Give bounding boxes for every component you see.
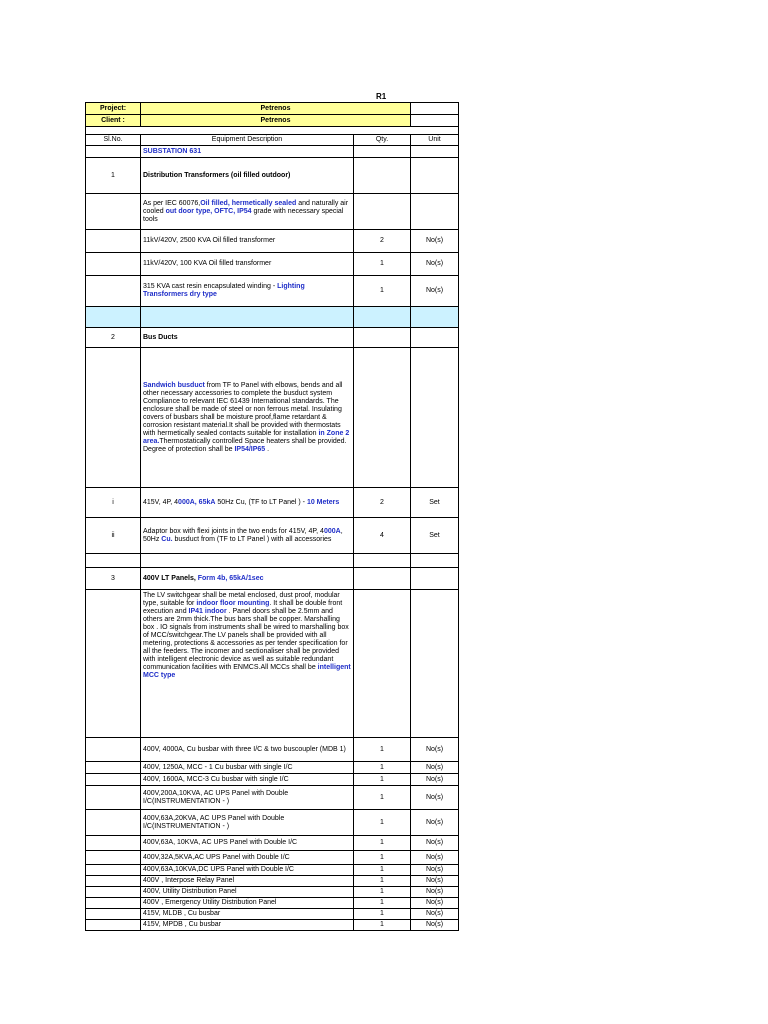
item-qty: 1 — [354, 887, 411, 898]
item-qty: 1 — [354, 276, 411, 307]
item-qty: 1 — [354, 865, 411, 876]
item-qty: 1 — [354, 774, 411, 786]
table-row — [86, 865, 459, 876]
project-value: Petrenos — [141, 103, 411, 115]
section-1-spec-row — [86, 194, 459, 230]
column-header-row — [86, 135, 459, 146]
item-unit: Set — [411, 518, 459, 554]
item-unit: No(s) — [411, 876, 459, 887]
table-row — [86, 762, 459, 774]
section-2-spec: Sandwich busduct from TF to Panel with elbows, bends and all other necessary accessories to complete the busduct system Compliance to relevant IEC 61439 International standards. The enclosure shall be made of steel or non ferrous metal. Insulating covers of busbars shall be moisture proof,flame retardant & corrosion resistant material.It shall be provided with thermostats with hermetically sealed contacts suitable for installation in Zone 2 area.Thermostatically controlled Space heaters shall be provided. Degree of protection shall be IP54/IP65 . — [141, 348, 354, 488]
item-unit: No(s) — [411, 898, 459, 909]
table-row — [86, 920, 459, 931]
item-qty: 2 — [354, 488, 411, 518]
section-2-spec-row — [86, 348, 459, 488]
item-desc: 400V,63A,10KVA,DC UPS Panel with Double I/C — [141, 865, 354, 876]
item-qty: 1 — [354, 738, 411, 762]
table-row — [86, 887, 459, 898]
table-row — [86, 898, 459, 909]
item-desc: 400V,63A, 10KVA, AC UPS Panel with Double I/C — [141, 836, 354, 851]
item-unit: No(s) — [411, 810, 459, 836]
item-desc: 400V, 1250A, MCC - 1 Cu busbar with single I/C — [141, 762, 354, 774]
item-no: ii — [86, 518, 141, 554]
table-row — [86, 836, 459, 851]
item-unit: No(s) — [411, 836, 459, 851]
item-qty: 1 — [354, 898, 411, 909]
col-unit-header: Unit — [411, 135, 459, 146]
section-3-no: 3 — [86, 568, 141, 590]
item-qty: 1 — [354, 762, 411, 774]
item-unit: No(s) — [411, 909, 459, 920]
equipment-sheet — [85, 102, 459, 931]
table-row — [86, 774, 459, 786]
table-row — [86, 738, 459, 762]
item-unit: No(s) — [411, 920, 459, 931]
section-1-title: Distribution Transformers (oil filled outdoor) — [141, 158, 354, 194]
item-desc: 415V, MPDB , Cu busbar — [141, 920, 354, 931]
item-unit: No(s) — [411, 851, 459, 865]
item-desc: 400V,63A,20KVA, AC UPS Panel with Double I/C(INSTRUMENTATION - ) — [141, 810, 354, 836]
item-desc: 400V, 4000A, Cu busbar with three I/C & two buscoupler (MDB 1) — [141, 738, 354, 762]
revision-label: R1 — [376, 92, 387, 101]
project-row — [86, 103, 459, 115]
item-unit: Set — [411, 488, 459, 518]
section-3-row — [86, 568, 459, 590]
table-row — [86, 518, 459, 554]
item-unit: No(s) — [411, 774, 459, 786]
item-desc: 400V, 1600A, MCC-3 Cu busbar with single I/C — [141, 774, 354, 786]
table-row — [86, 253, 459, 276]
item-unit: No(s) — [411, 786, 459, 810]
item-qty: 4 — [354, 518, 411, 554]
item-qty: 1 — [354, 851, 411, 865]
section-2-row — [86, 328, 459, 348]
item-unit: No(s) — [411, 230, 459, 253]
item-no: i — [86, 488, 141, 518]
item-qty: 1 — [354, 909, 411, 920]
item-qty: 2 — [354, 230, 411, 253]
section-3-title: 400V LT Panels, Form 4b, 65kA/1sec — [141, 568, 354, 590]
table-row — [86, 786, 459, 810]
section-3-spec: The LV switchgear shall be metal enclosed, dust proof, modular type, suitable for indoor floor mounting. It shall be double front execution and IP41 indoor . Panel doors shall be 2.5mm and others are 2mm thick.The bus bars shall be copper. Marshalling box . IO signals from instruments shall be wired to marshalling box of MCC/switchgear.The LV panels shall be provided with all metering, protections & accessories as per tender specification for all the feeders. The incomer and sectionaliser shall be provided with intelligent electronic device as well as suitable redundant communication facilities with ENMCS.All MCCs shall be intelligent MCC type — [141, 590, 354, 738]
item-desc: 400V, Utility Distribution Panel — [141, 887, 354, 898]
item-qty: 1 — [354, 786, 411, 810]
item-desc: 415V, MLDB , Cu busbar — [141, 909, 354, 920]
section-1-spec: As per IEC 60076,Oil filled, hermetically sealed and naturally air cooled out door type, OFTC, IP54 grade with necessary special tools — [141, 194, 354, 230]
col-slno-header: Sl.No. — [86, 135, 141, 146]
item-desc: 400V , Emergency Utility Distribution Panel — [141, 898, 354, 909]
table-row — [86, 276, 459, 307]
item-desc: 11kV/420V, 2500 KVA Oil filled transformer — [141, 230, 354, 253]
client-value: Petrenos — [141, 115, 411, 127]
item-desc: 400V,32A,5KVA,AC UPS Panel with Double I/C — [141, 851, 354, 865]
item-unit: No(s) — [411, 762, 459, 774]
item-qty: 1 — [354, 253, 411, 276]
section-2-no: 2 — [86, 328, 141, 348]
item-unit: No(s) — [411, 865, 459, 876]
col-qty-header: Qty. — [354, 135, 411, 146]
table-row — [86, 810, 459, 836]
item-unit: No(s) — [411, 738, 459, 762]
item-qty: 1 — [354, 920, 411, 931]
table-row — [86, 876, 459, 887]
spacer-row — [86, 554, 459, 568]
section-1-row — [86, 158, 459, 194]
project-label: Project: — [86, 103, 141, 115]
item-qty: 1 — [354, 836, 411, 851]
client-row — [86, 115, 459, 127]
table-row — [86, 488, 459, 518]
col-desc-header: Equipment Description — [141, 135, 354, 146]
item-unit: No(s) — [411, 253, 459, 276]
table-row — [86, 851, 459, 865]
substation-row — [86, 146, 459, 158]
item-desc: 415V, 4P, 4000A, 65kA 50Hz Cu, (TF to LT Panel ) - 10 Meters — [141, 488, 354, 518]
section-3-spec-row — [86, 590, 459, 738]
section-1-no: 1 — [86, 158, 141, 194]
substation-title: SUBSTATION 631 — [141, 146, 354, 158]
item-desc: 315 KVA cast resin encapsulated winding - Lighting Transformers dry type — [141, 276, 354, 307]
blank-row — [86, 307, 459, 328]
item-unit: No(s) — [411, 276, 459, 307]
table-row — [86, 909, 459, 920]
item-desc: 400V , Interpose Relay Panel — [141, 876, 354, 887]
item-qty: 1 — [354, 876, 411, 887]
item-unit: No(s) — [411, 887, 459, 898]
spacer-row — [86, 127, 459, 135]
item-desc: 400V,200A,10KVA, AC UPS Panel with Double I/C(INSTRUMENTATION - ) — [141, 786, 354, 810]
client-label: Client : — [86, 115, 141, 127]
item-qty: 1 — [354, 810, 411, 836]
item-desc: 11kV/420V, 100 KVA Oil filled transformer — [141, 253, 354, 276]
table-row — [86, 230, 459, 253]
section-2-title: Bus Ducts — [141, 328, 354, 348]
item-desc: Adaptor box with flexi joints in the two ends for 415V, 4P, 4000A, 50Hz Cu. busduct from (TF to LT Panel ) with all accessories — [141, 518, 354, 554]
